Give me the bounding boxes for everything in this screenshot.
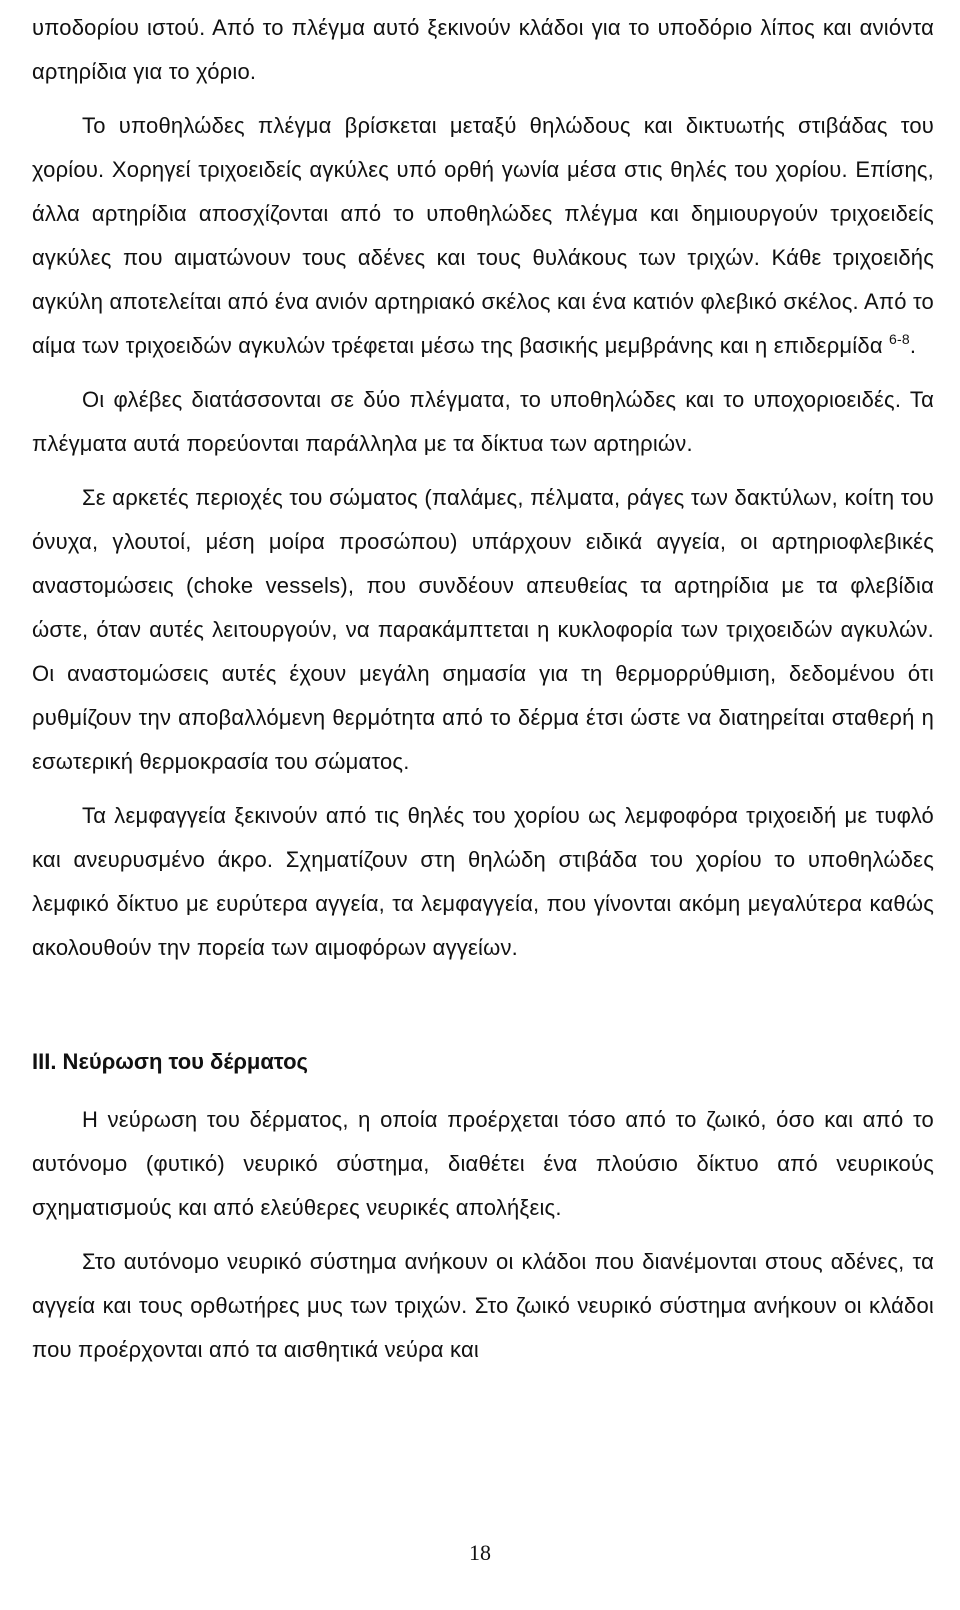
section-heading: III. Νεύρωση του δέρματος (32, 1049, 308, 1074)
paragraph-text: Το υποθηλώδες πλέγμα βρίσκεται μεταξύ θηλώδους και δικτυωτής στιβάδας του χορίου. Χορηγεί τριχοειδείς αγκύλες υπό ορθή γωνία μέσα στις θηλές του χορίου. Επίσης, άλλα αρτηρίδια αποσχίζονται από το υποθηλώδες πλέγμα και δημιουργούν τριχοειδείς αγκύλες που αιματώνουν τους αδένες και τους θυλάκους των τριχών. Κάθε τριχοειδής αγκύλη αποτελείται από ένα ανιόν αρτηριακό σκέλος και ένα κατιόν φλεβικό σκέλος. Από το αίμα των τριχοειδών αγκυλών τρέφεται μέσω της βασικής μεμβράνης και η επιδερμίδα (32, 113, 934, 358)
paragraph-continuation: υποδορίου ιστού. Από το πλέγμα αυτό ξεκινούν κλάδοι για το υποδόριο λίπος και ανιόντα αρτηρίδια για το χόριο. (32, 15, 934, 84)
paragraph-veins: Οι φλέβες διατάσσονται σε δύο πλέγματα, το υποθηλώδες και το υποχοριοειδές. Τα πλέγματα αυτά πορεύονται παράλληλα με τα δίκτυα των αρτηριών. (32, 387, 934, 456)
body-text (32, 6, 934, 1372)
paragraph-anastomoses: Σε αρκετές περιοχές του σώματος (παλάμες, πέλματα, ράγες των δακτύλων, κοίτη του όνυχα, γλουτοί, μέση μοίρα προσώπου) υπάρχουν ειδικά αγγεία, οι αρτηριοφλεβικές αναστομώσεις (choke vessels), που συνδέουν απευθείας τα αρτηρίδια με τα φλεβίδια ώστε, όταν αυτές λειτουργούν, να παρακάμπτεται η κυκλοφορία των τριχοειδών αγκυλών. Οι αναστομώσεις αυτές έχουν μεγάλη σημασία για τη θερμορρύθμιση, δεδομένου ότι ρυθμίζουν την αποβαλλόμενη θερμότητα από το δέρμα έτσι ώστε να διατηρείται σταθερή η εσωτερική θερμοκρασία του σώματος. (32, 485, 934, 774)
paragraph-autonomic: Στο αυτόνομο νευρικό σύστημα ανήκουν οι κλάδοι που διανέμονται στους αδένες, τα αγγεία και τους ορθωτήρες μυς των τριχών. Στο ζωικό νευρικό σύστημα ανήκουν οι κλάδοι που προέρχονται από τα αισθητικά νεύρα και (32, 1249, 934, 1362)
paragraph-innervation: Η νεύρωση του δέρματος, η οποία προέρχεται τόσο από το ζωικό, όσο και από το αυτόνομο (φυτικό) νευρικό σύστημα, διαθέτει ένα πλούσιο δίκτυο από νευρικούς σχηματισμούς και από ελεύθερες νευρικές απολήξεις. (32, 1107, 934, 1220)
paragraph-lymphatics: Τα λεμφαγγεία ξεκινούν από τις θηλές του χορίου ως λεμφοφόρα τριχοειδή με τυφλό και ανευρυσμένο άκρο. Σχηματίζουν στη θηλώδη στιβάδα του χορίου το υποθηλώδες λεμφικό δίκτυο με ευρύτερα αγγεία, τα λεμφαγγεία, που γίνονται ακόμη μεγαλύτερα καθώς ακολουθούν την πορεία των αιμοφόρων αγγείων. (32, 803, 934, 960)
paragraph-subpapillary-plexus (32, 104, 934, 368)
paragraph-end: . (909, 333, 917, 358)
reference-superscript: 6-8 (889, 331, 910, 347)
page-number: 18 (469, 1540, 491, 1565)
